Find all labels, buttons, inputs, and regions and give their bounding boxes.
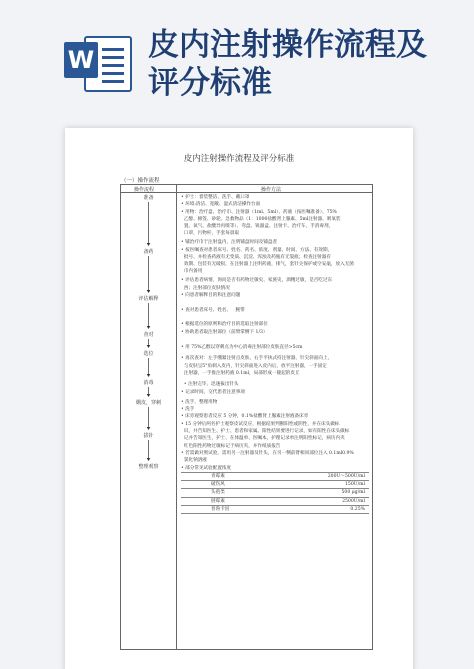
concentration-row — [181, 473, 369, 480]
op-line: • 部分常见试验配置浓度 — [181, 465, 232, 471]
stage-assess: 评估解释 — [138, 296, 159, 302]
op-line: • 环境:清洁、宽敞、湿式清洁操作台面 — [181, 202, 261, 208]
flow-arrow-head — [147, 345, 151, 348]
op-line: 批号、并检查药液有无变质、沉淀、浑浊及药瓶有无裂痕；检查注射器有 — [181, 254, 331, 260]
concentration-row — [181, 506, 369, 513]
section-label: （一）操作流程 — [121, 178, 160, 184]
drug-concentration: 500 μg/ml — [341, 490, 365, 496]
drug-concentration: 150U/ml — [344, 482, 365, 488]
flow-arrow-head — [147, 394, 151, 397]
op-line: 氯化钠溶液 — [181, 458, 207, 464]
op-line: • 若需做对照试验，需用另一注射器及针头，在另一侧前臂相同部位注入 0.1ml0.9% — [181, 450, 354, 456]
concentration-row — [181, 498, 369, 505]
op-line: 注射器，一手推注射药液 0.1ml，局部形成一隆起的皮丘 — [181, 370, 300, 376]
procedure-table — [120, 184, 373, 650]
flow-arrow-head — [147, 243, 151, 246]
op-line: • 洗手 — [181, 407, 195, 413]
op-line: 置、氧气、盐酸异丙嗪等）、弯盘、锐器盒、注射卡、治疗车、手消毒剂， — [181, 224, 334, 230]
operation-methods — [181, 194, 369, 514]
op-line: • 注射完毕，迅速拔出针头 — [181, 382, 239, 388]
op-line: • 洗手，整理用物 — [181, 399, 218, 405]
drug-concentration: 0.25% — [350, 506, 365, 512]
stage-disinfect: 消毒 — [143, 380, 154, 386]
drug-concentration: 2500U/ml — [342, 498, 365, 504]
op-line: • 用 75%乙醇以穿刺点为中心消毒注射部位皮肤直径>5cm — [181, 345, 303, 351]
op-line: • 查对患者床号、姓名、 腕带 — [181, 308, 245, 314]
flow-arrow-head — [147, 458, 151, 461]
op-line: • 再次查对：左手绷紧注射点皮肤，右手平执式持注射器，针尖斜面向上， — [181, 356, 333, 362]
document-title: 皮内注射操作流程及评分标准 — [183, 154, 295, 164]
stage-puncture: 绷皮，穿刺 — [135, 400, 161, 406]
flow-arrow-head — [147, 290, 151, 293]
op-line: 识，并告知医生、护士、患者和家属。阳性结果要进行记录，如有阳性在床头做标 — [181, 429, 350, 435]
banner-title: 皮内注射操作流程及评分标准 — [148, 27, 427, 101]
op-line: 巾内备用 — [181, 269, 203, 275]
stage-verify: 查对 — [143, 332, 154, 338]
word-letter-badge: W — [64, 42, 98, 78]
op-line: • 记录时间，交代患者注意事项 — [181, 389, 245, 395]
op-line: 乙醇、棉签、砂轮、急救物品（1：1000盐酸肾上腺素、5ml注射器、吸氧装 — [181, 216, 341, 222]
header-method: 操作方法 — [261, 187, 282, 193]
op-line: • 床旁观察患者反应 5 分钟，0.1%盐酸肾上腺素注射液备床旁 — [181, 414, 309, 420]
banner — [0, 0, 474, 120]
flow-arrow-head — [147, 374, 151, 377]
stage-site: 选位 — [143, 351, 154, 357]
op-line: 效期、包装有无破损，在注射器上注明药液，排气，套针尖保护或空安瓿，放入无菌 — [181, 262, 354, 268]
header-flow: 操作流程 — [134, 187, 155, 193]
drug-concentration: 200U～500U/ml — [327, 473, 365, 479]
word-document-icon — [62, 32, 134, 94]
op-line: • 根据选位的原则和治疗目的选取注射部位 — [181, 322, 268, 328]
stage-prepare: 准备 — [143, 195, 154, 201]
op-line: 口罩，污物杆，手套每晨取 — [181, 231, 240, 237]
op-line: • 协助患者取注射部位（前臂掌侧下 1/3） — [181, 329, 268, 335]
op-line: • 护士：着装整洁、洗手、戴口罩 — [181, 195, 250, 200]
column-divider — [176, 185, 177, 649]
drug-name: 青霉素 — [211, 473, 225, 479]
op-line: 与皮肤呈5°角刺入皮内，针尖斜面进入皮内后，放平注射器，一手固定 — [181, 363, 327, 369]
flow-arrow-head — [147, 326, 151, 329]
op-line: • 用物：治疗盘、治疗巾、注射器（1ml、5ml）、药液（按医嘱准备）、75% — [181, 209, 337, 215]
stage-medication: 备药 — [143, 249, 154, 255]
flow-arrow-head — [147, 427, 151, 430]
op-line: 西；注射部位皮肤情况 — [181, 285, 230, 291]
document-page — [65, 128, 413, 669]
op-line: • 向患者解释目的和注意问题 — [181, 292, 241, 298]
op-line: • 铺治疗巾于注射盘内，注明铺盘时间及铺盘者 — [181, 240, 278, 246]
op-line: • 评估患者病情，询问是否有药物过敏史、家族史、酒精过敏，是否吃过东 — [181, 278, 333, 284]
op-line: 红色阳性药物过敏标记于病历夹，并作纸质报告 — [181, 443, 281, 449]
drug-name: 普鲁卡因 — [211, 506, 230, 512]
concentration-row — [181, 489, 369, 496]
op-line: • 按医嘱查对患者床号、姓名、药名、浓度、剂量、时间、方法、有效期、 — [181, 247, 333, 253]
drug-name: 破伤风 — [211, 482, 225, 488]
concentration-divider — [181, 513, 369, 514]
stage-withdraw: 拔针 — [143, 433, 154, 439]
stage-tidy-observe: 整理观察 — [138, 464, 159, 470]
drug-name: 头孢类 — [211, 490, 225, 496]
drug-name: 链霉素 — [211, 498, 225, 504]
op-line: 记并告知医生、护士、在体温单、医嘱本、护理记录单注明阳性标记，病历内夹 — [181, 436, 345, 442]
op-line: • 15 分钟后两名护士观察皮试反应，根据结果判断阳性或阴性，并在床头做标 — [181, 421, 340, 427]
concentration-row — [181, 481, 369, 488]
